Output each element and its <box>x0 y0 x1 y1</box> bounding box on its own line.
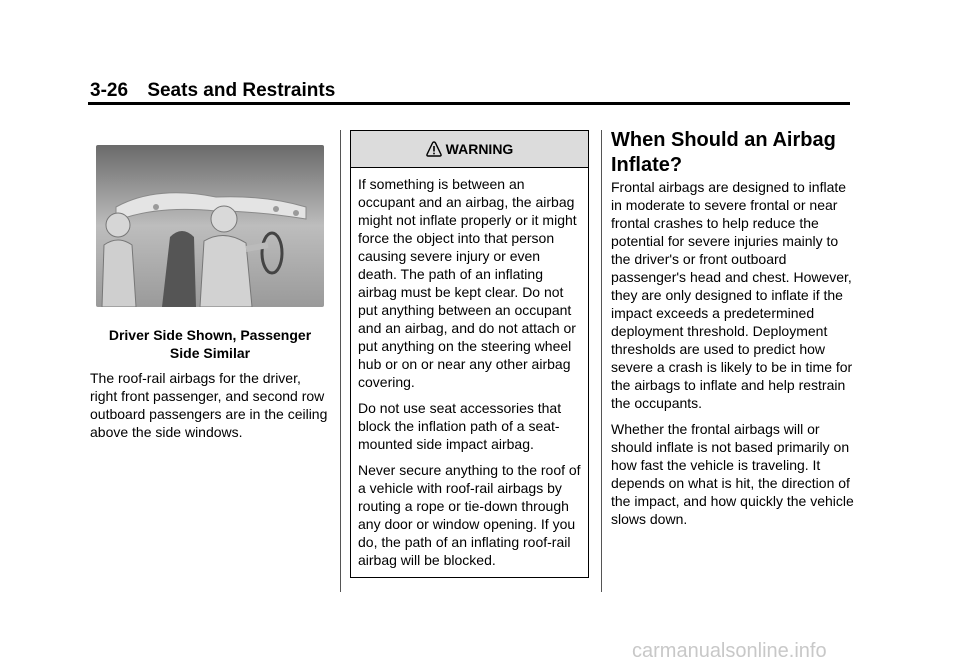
header-rule <box>88 102 850 105</box>
right-paragraph: Whether the frontal airbags will or should inflate is not based primarily on how fast the vehicle is traveling. It depends on what is hit, the direction of the impact, and how quickly the vehicle slows down. <box>611 421 854 527</box>
section-title: Seats and Restraints <box>147 80 336 101</box>
right-column-heading: When Should an Airbag Inflate? <box>611 129 836 176</box>
warning-paragraph: If something is between an occupant and an airbag, the airbag might not inflate properly or it might force the object into that person causing severe injury or even death. The path of an inflating airbag must be kept clear. Do not put anything between an occupant and an airbag, and do not attach or put anything on the steering wheel hub or on or near any other airbag covering. <box>358 176 577 390</box>
figure-caption: Driver Side Shown, Passenger Side Similar <box>108 327 312 361</box>
warning-paragraph: Never secure anything to the roof of a vehicle with roof-rail airbags by routing a rope or tie-down through any door or window opening. If you do, the path of an inflating roof-rail airbag will be blocked. <box>358 462 581 568</box>
watermark: carmanualsonline.info <box>632 640 827 662</box>
warning-header <box>351 131 588 168</box>
warning-box <box>350 130 589 578</box>
page-number: 3-26 <box>90 80 129 101</box>
warning-title: WARNING <box>445 141 514 157</box>
warning-body <box>351 168 588 569</box>
column-divider <box>601 130 602 592</box>
warning-paragraph: Do not use seat accessories that block the inflation path of a seat-mounted side impact airbag. <box>358 400 562 452</box>
left-body-text: The roof-rail airbags for the driver, right front passenger, and second row outboard passengers are in the ceiling above the side windows. <box>90 370 328 440</box>
airbag-illustration <box>96 145 324 307</box>
right-paragraph: Frontal airbags are designed to inflate in moderate to severe frontal or near frontal crashes to help reduce the potential for severe injuries mainly to the driver's or front outboard passenger's head and chest. However, they are only designed to inflate if the impact exceeds a predetermined deployment threshold. Deployment thresholds are used to predict how severe a crash is likely to be in time for the airbags to inflate and help restrain the occupants. <box>611 179 853 411</box>
warning-icon <box>426 141 442 157</box>
right-column-body <box>611 178 856 536</box>
column-divider <box>340 130 341 592</box>
page-header <box>90 80 335 102</box>
